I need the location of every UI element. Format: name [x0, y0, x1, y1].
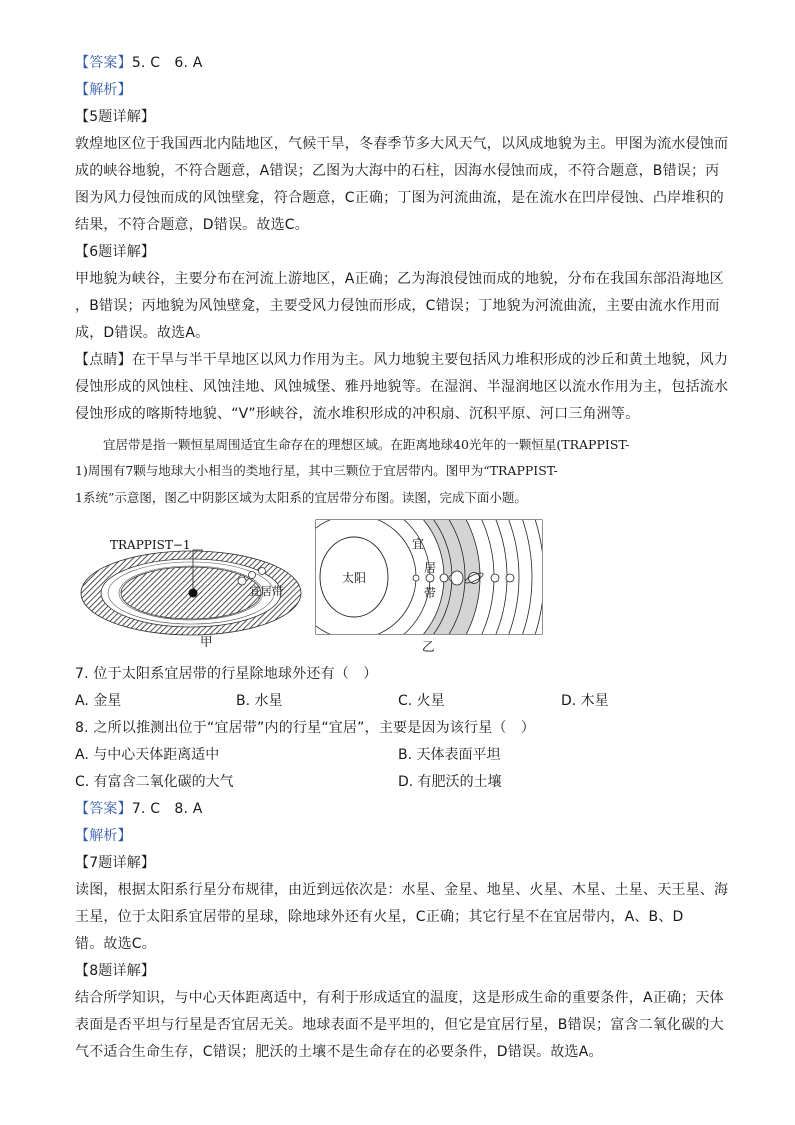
planet-dot: [259, 568, 266, 575]
answer-label: 【答案】: [75, 801, 132, 817]
q8-stem: 8. 之所以推测出位于“宜居带”内的行星“宜居”，主要是因为该行星（ ）: [75, 720, 536, 736]
q6-detail-label: 【6题详解】: [75, 244, 156, 260]
planet-jupiter: [451, 571, 463, 585]
q7-stem: 7. 位于太阳系宜居带的行星除地球外还有（ ）: [75, 666, 378, 682]
analysis-label: 【解析】: [75, 828, 132, 844]
intro-line: 宜居带是指一颗恒星周围适宜生命存在的理想区域。在距离地球40光年的一颗恒星(TRAPPIST-: [103, 437, 630, 452]
planet-dot: [249, 572, 256, 579]
intro-line: 1)周围有7颗与地球大小相当的类地行星，其中三颗位于宜居带内。图甲为“TRAPPIST-: [75, 463, 558, 478]
planet-neptune: [506, 574, 514, 582]
planet-earth: [440, 574, 448, 582]
q5-detail-line: 成的峡谷地貌，不符合题意，A错误；乙图为大海中的石柱，因海水侵蚀而成，不符合题意，B错误；丙: [75, 163, 720, 179]
answer-line-5-6: [75, 54, 725, 72]
q7-option-d[interactable]: D. 木星: [561, 693, 609, 709]
planet-saturn: [469, 573, 480, 584]
intro-line: 1系统”示意图，图乙中阴影区域为太阳系的宜居带分布图。读图，完成下面小题。: [75, 490, 527, 505]
tip-line: 侵蚀形成的风蚀柱、风蚀洼地、风蚀城堡、雅丹地貌等。在湿润、半湿润地区以流水作用为主，包括流水: [75, 379, 729, 395]
q8-option-a[interactable]: A. 与中心天体距离适中: [75, 747, 220, 763]
star-trappist-1: [189, 589, 198, 598]
figure-jia-caption: 甲: [200, 634, 213, 649]
answer-label: 【答案】: [75, 55, 132, 71]
answer-text: 5. C 6. A: [131, 55, 203, 71]
q6-detail-line: ，B错误；丙地貌为风蚀壁龛，主要受风力侵蚀而形成，C错误；丁地貌为河流曲流，主要由流水作用而: [75, 298, 720, 314]
tip-label: 【点睛】: [75, 352, 132, 368]
analysis-label: 【解析】: [75, 82, 132, 98]
planet-uranus: [491, 574, 499, 582]
q8-detail-line: 结合所学知识，与中心天体距离适中，有利于形成适宜的温度，这是形成生命的重要条件，A正确；天体: [75, 990, 724, 1006]
q8-detail-line: 表面是否平坦与行星是否宜居无关。地球表面不是平坦的，但它是宜居行星，B错误；富含二氧化碳的大: [75, 1017, 724, 1033]
tip-line: 侵蚀形成的喀斯特地貌、“V”形峡谷，流水堆积形成的冲积扇、沉积平原、河口三角洲等。: [75, 406, 640, 422]
q6-detail-line: 甲地貌为峡谷，主要分布在河流上游地区，A正确；乙为海浪侵蚀而成的地貌，分布在我国东部沿海地区: [75, 271, 724, 287]
q7-detail-line: 读图，根据太阳系行星分布规律，由近到远依次是：水星、金星、地星、火星、木星、土星、天王星、海: [75, 882, 729, 898]
q7-option-c[interactable]: C. 火星: [398, 693, 445, 709]
q7-option-b[interactable]: B. 水星: [236, 693, 283, 709]
answer-text: 7. C 8. A: [131, 801, 203, 817]
q7-detail-label: 【7题详解】: [75, 855, 156, 871]
planet-dot: [238, 577, 246, 585]
q8-detail-line: 气不适合生命生存，C错误；肥沃的土壤不是生命存在的必要条件，D错误。故选A。: [75, 1044, 603, 1060]
trappist-label: TRAPPIST−1: [110, 538, 191, 552]
q5-detail-label: 【5题详解】: [75, 109, 156, 125]
figure-yi-caption: 乙: [422, 639, 435, 654]
figure-yi: [314, 518, 546, 656]
q6-detail-line: 成，D错误。故选A。: [75, 325, 210, 341]
q5-detail-line: 敦煌地区位于我国西北内陆地区，气候干旱，冬春季节多大风天气，以风成地貌为主。甲图为流水侵蚀而: [75, 136, 729, 152]
q7-detail-line: 错。故选C。: [75, 936, 156, 952]
habitable-zone-char: 居: [424, 561, 437, 575]
q7-option-a[interactable]: A. 金星: [75, 693, 122, 709]
tip-line: [75, 351, 729, 369]
q8-option-d[interactable]: D. 有肥沃的土壤: [398, 774, 502, 790]
q8-option-b[interactable]: B. 天体表面平坦: [398, 747, 501, 763]
tip-text: 在干旱与半干旱地区以风力作用为主。风力地貌主要包括风力堆积形成的沙丘和黄土地貌，风力: [131, 352, 729, 368]
habitable-zone-char: 带: [424, 586, 437, 600]
q5-detail-line: 图为风力侵蚀而成的风蚀壁龛，符合题意，C正确；丁图为河流曲流，是在流水在凹岸侵蚀、凸岸堆积的: [75, 190, 724, 206]
q8-option-c[interactable]: C. 有富含二氧化碳的大气: [75, 774, 234, 790]
answer-line-7-8: [75, 800, 725, 818]
sun-label: 太阳: [342, 571, 367, 585]
q7-detail-line: 王星，位于太阳系宜居带的星球，除地球外还有火星，C正确；其它行星不在宜居带内，A、B、D: [75, 909, 684, 925]
habitable-zone-label: 宜居带: [249, 584, 284, 598]
planet-venus: [426, 574, 434, 582]
figure-jia: [78, 528, 304, 652]
q8-detail-label: 【8题详解】: [75, 963, 156, 979]
q5-detail-line: 结果，不符合题意，D错误。故选C。: [75, 217, 309, 233]
planet-mercury: [413, 575, 419, 581]
habitable-zone-char: 宜: [412, 537, 425, 551]
